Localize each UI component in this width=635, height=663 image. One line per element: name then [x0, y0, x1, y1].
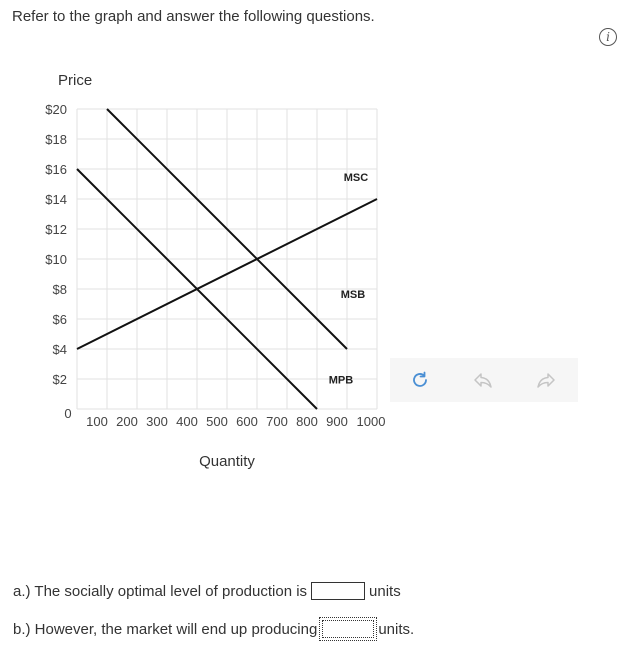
y-tick-label: $12 [45, 222, 67, 237]
socially-optimal-quantity-input[interactable] [311, 582, 365, 600]
x-tick-label: 600 [236, 414, 258, 429]
y-tick-label: $2 [52, 372, 67, 387]
chart-grid [77, 109, 377, 409]
reset-icon[interactable] [406, 366, 434, 394]
curve-label-mpb: MPB [328, 374, 354, 387]
x-tick-label: 400 [176, 414, 198, 429]
y-tick-label: $16 [45, 162, 67, 177]
x-tick-label: 1000 [356, 414, 386, 429]
x-tick-label: 700 [266, 414, 288, 429]
y-tick-label: $18 [45, 132, 67, 147]
y-tick-label: $8 [52, 282, 67, 297]
undo-icon[interactable] [469, 366, 497, 394]
x-tick-label: 200 [116, 414, 138, 429]
y-tick-label: $20 [45, 102, 67, 117]
y-tick-label: $14 [45, 192, 67, 207]
origin-label: 0 [64, 406, 72, 421]
y-axis-label: Price [58, 72, 93, 89]
x-axis-label: Quantity [199, 453, 255, 470]
question-b-unit: units. [378, 620, 415, 638]
graph-tool-panel [390, 358, 578, 402]
market-quantity-input[interactable] [322, 620, 374, 638]
x-tick-label: 800 [296, 414, 318, 429]
question-b-text: b.) However, the market will end up producing [13, 620, 318, 638]
question-a [13, 582, 401, 600]
x-tick-label: 500 [206, 414, 228, 429]
x-tick-label: 300 [146, 414, 168, 429]
info-icon[interactable]: i [599, 28, 617, 46]
y-tick-label: $10 [45, 252, 67, 267]
instructions-text: Refer to the graph and answer the following questions. [12, 8, 375, 25]
question-a-unit: units [369, 582, 401, 600]
supply-demand-chart[interactable] [0, 60, 420, 480]
curve-label-msb: MSB [340, 289, 366, 301]
x-tick-label: 100 [86, 414, 108, 429]
question-a-text: a.) The socially optimal level of production is [13, 582, 308, 600]
redo-icon[interactable] [532, 366, 560, 394]
y-tick-label: $6 [52, 312, 67, 327]
question-b [13, 620, 414, 638]
y-tick-label: $4 [52, 342, 67, 357]
curve-label-msc: MSC [343, 172, 369, 184]
x-tick-label: 900 [326, 414, 348, 429]
